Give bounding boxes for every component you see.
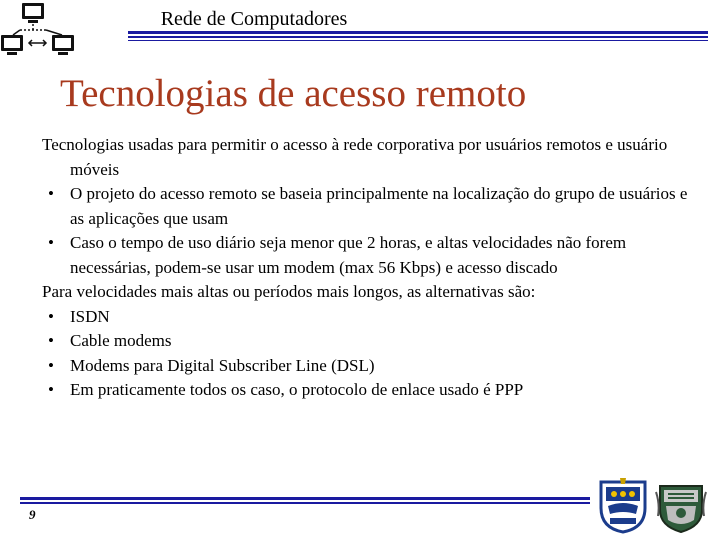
bullet-icon: •	[48, 306, 54, 326]
list-item	[42, 378, 692, 403]
bullet-icon: •	[48, 380, 54, 399]
network-computers-icon	[0, 0, 80, 66]
slide-title: Tecnologias de acesso remoto	[60, 72, 527, 115]
bullet-icon: •	[48, 331, 54, 350]
bullet-icon: •	[48, 184, 54, 203]
list-item-text: Cable modems	[70, 331, 172, 350]
slide-content	[42, 133, 692, 403]
list-item-text: ISDN	[70, 306, 110, 326]
list-item	[42, 329, 692, 354]
list-item-text: Em praticamente todos os caso, o protocolo de enlace usado é PPP	[70, 380, 524, 399]
list-item	[42, 305, 692, 330]
bullet-icon: •	[48, 355, 54, 375]
footer-rule	[20, 497, 590, 507]
list-item	[42, 231, 692, 280]
list-item	[42, 354, 692, 379]
header-rule	[128, 31, 708, 43]
crest-logo	[654, 480, 708, 534]
ufba-shield-logo	[598, 478, 648, 534]
bullet-icon: •	[48, 233, 54, 252]
list-item-text: Modems para Digital Subscriber Line (DSL)	[70, 355, 375, 375]
second-intro-paragraph: Para velocidades mais altas ou períodos mais longos, as alternativas são:	[42, 282, 536, 301]
list-item-text: O projeto do acesso remoto se baseia principalmente na localização do grupo de usuários e as aplicações que usam	[70, 184, 688, 228]
list-item	[42, 182, 692, 231]
intro-paragraph: Tecnologias usadas para permitir o acesso à rede corporativa por usuários remotos e usuário móveis	[42, 135, 668, 179]
page-number: 9	[29, 507, 36, 522]
list-item-text: Caso o tempo de uso diário seja menor que 2 horas, e altas velocidades não forem necessárias, podem-se usar um modem (max 56 Kbps) e acesso discado	[70, 233, 627, 277]
header-title: Rede de Computadores	[160, 8, 348, 30]
